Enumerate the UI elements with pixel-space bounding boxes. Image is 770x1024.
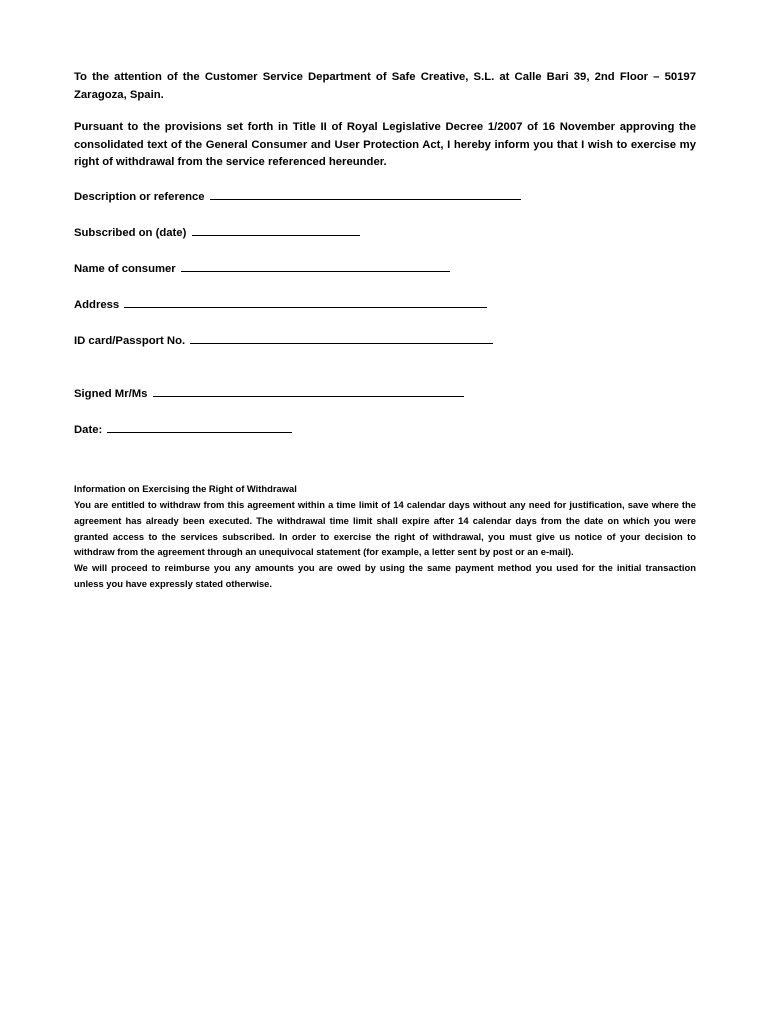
description-blank[interactable]	[210, 188, 521, 200]
signature-blank[interactable]	[153, 385, 464, 397]
date-label: Date:	[74, 423, 103, 436]
consumer-name-field	[74, 260, 696, 278]
subscribed-date-blank[interactable]	[192, 224, 360, 236]
address-label: Address	[74, 298, 120, 311]
consumer-name-blank[interactable]	[181, 260, 450, 272]
date-blank[interactable]	[107, 421, 292, 433]
information-title: Information on Exercising the Right of Withdrawal	[74, 483, 297, 494]
information-paragraph-2: We will proceed to reimburse you any amounts you are owed by using the same payment method you used for the initial transaction unless you have expressly stated otherwise.	[74, 562, 696, 589]
recipient-address: To the attention of the Customer Service Department of Safe Creative, S.L. at Calle Bari 39, 2nd Floor – 50197 Zaragoza, Spain.	[74, 71, 696, 101]
information-paragraph-1: You are entitled to withdraw from this agreement within a time limit of 14 calendar days without any need for justification, save where the agreement has already been executed. The withdrawal time limit shall expire after 14 calendar days from the date on which you were granted access to the services subscribed. In order to exercise the right of withdrawal, you must give us notice of your decision to withdraw from the agreement through an unequivocal statement (for example, a letter sent by post or an e-mail).	[74, 499, 696, 558]
withdrawal-information	[74, 481, 696, 592]
letter-body	[74, 69, 696, 439]
id-passport-blank[interactable]	[190, 332, 493, 344]
address-field	[74, 296, 696, 314]
withdrawal-statement: Pursuant to the provisions set forth in Title II of Royal Legislative Decree 1/2007 of 16 November approving the consolidated text of the General Consumer and User Protection Act, I hereby inform you that I wish to exercise my right of withdrawal from the service referenced hereunder.	[74, 121, 696, 168]
consumer-name-label: Name of consumer	[74, 262, 176, 275]
description-field	[74, 188, 696, 206]
subscribed-date-field	[74, 224, 696, 242]
subscribed-date-label: Subscribed on (date)	[74, 226, 187, 239]
id-passport-label: ID card/Passport No.	[74, 334, 186, 347]
description-label: Description or reference	[74, 190, 205, 203]
signature-field	[74, 385, 696, 403]
signature-label: Signed Mr/Ms	[74, 387, 148, 400]
date-field	[74, 421, 696, 439]
id-passport-field	[74, 332, 696, 350]
address-blank[interactable]	[124, 296, 487, 308]
